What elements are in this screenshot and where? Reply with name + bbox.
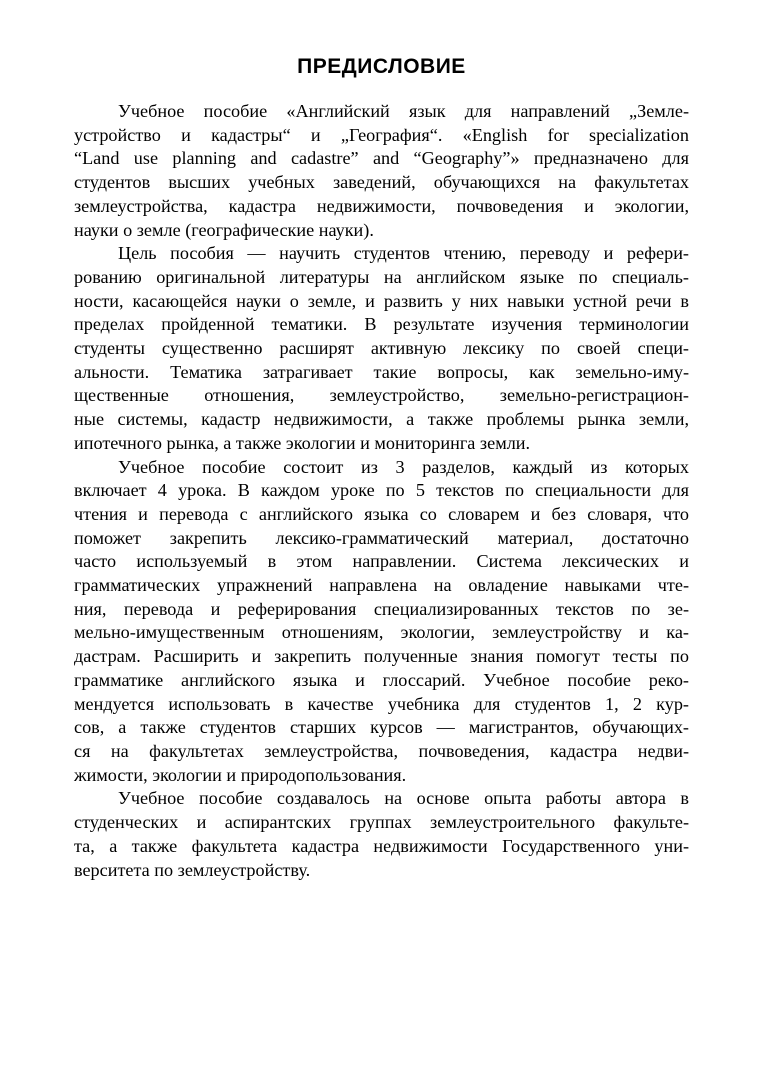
text-line: жимости, экологии и природопользования.: [74, 764, 407, 785]
paragraph: [74, 100, 689, 242]
text-line: дастрам. Расширить и закрепить полученные знания помогут тесты по: [74, 646, 689, 667]
text-line: включает 4 урока. В каждом уроке по 5 текстов по специальности для: [74, 480, 689, 501]
text-line: студентов высших учебных заведений, обучающихся на факультетах: [74, 172, 689, 193]
text-line: ния, перевода и реферирования специализированных текстов по зе-: [74, 598, 689, 619]
text-line: ности, касающейся науки о земле, и развить у них навыки устной речи в: [74, 290, 689, 311]
page-title: ПРЕДИСЛОВИЕ: [297, 55, 466, 78]
text-line: Учебное пособие создавалось на основе опыта работы автора в: [118, 788, 689, 809]
text-line: Учебное пособие состоит из 3 разделов, каждый из которых: [118, 456, 689, 477]
paragraph: [74, 242, 689, 455]
text-line: мельно-имущественным отношениям, экологии, землеустройству и ка-: [74, 622, 689, 643]
text-line: науки о земле (географические науки).: [74, 219, 374, 240]
text-line: Учебное пособие «Английский язык для направлений „Земле-: [118, 101, 689, 121]
text-line: альности. Тематика затрагивает такие вопросы, как земельно-иму-: [74, 361, 689, 382]
text-line: верситета по землеустройству.: [74, 859, 311, 880]
text-line: щественные отношения, землеустройство, земельно-регистрацион-: [74, 385, 689, 406]
text-line: мендуется использовать в качестве учебника для студентов 1, 2 кур-: [74, 693, 689, 714]
text-line: устройство и кадастры“ и „География“. «English for specialization: [74, 124, 689, 145]
text-line: ные системы, кадастр недвижимости, а также проблемы рынка земли,: [74, 409, 689, 430]
paragraph: [74, 456, 689, 788]
text-line: пределах пройденной тематики. В результате изучения терминологии: [74, 314, 689, 335]
text-line: ипотечного рынка, а также экологии и мониторинга земли.: [74, 432, 531, 453]
paragraph: [74, 787, 689, 882]
text-line: землеустройства, кадастра недвижимости, почвоведения и экологии,: [74, 195, 689, 216]
text-line: ся на факультетах землеустройства, почвоведения, кадастра недви-: [74, 740, 689, 761]
text-line: студенты существенно расширят активную лексику по своей специ-: [74, 338, 689, 359]
text-line: чтения и перевода с английского языка со словарем и без словаря, что: [74, 503, 689, 524]
text-line: грамматических упражнений направлена на овладение навыками чте-: [74, 575, 689, 596]
text-line: часто используемый в этом направлении. Система лексических и: [74, 551, 689, 572]
text-line: грамматике английского языка и глоссарий. Учебное пособие реко-: [74, 669, 689, 690]
text-line: “Land use planning and cadastre” and “Geography”» предназначено для: [74, 148, 689, 169]
text-line: та, а также факультета кадастра недвижимости Государственного уни-: [74, 835, 689, 856]
text-line: рованию оригинальной литературы на английском языке по специаль-: [74, 266, 689, 287]
document-page: [74, 52, 689, 882]
text-line: поможет закрепить лексико-грамматический материал, достаточно: [74, 527, 689, 548]
text-line: студенческих и аспирантских группах землеустроительного факульте-: [74, 812, 689, 833]
text-line: сов, а также студентов старших курсов — магистрантов, обучающих-: [74, 717, 689, 738]
body-text: [74, 100, 689, 882]
text-line: Цель пособия — научить студентов чтению, переводу и рефери-: [118, 243, 689, 264]
